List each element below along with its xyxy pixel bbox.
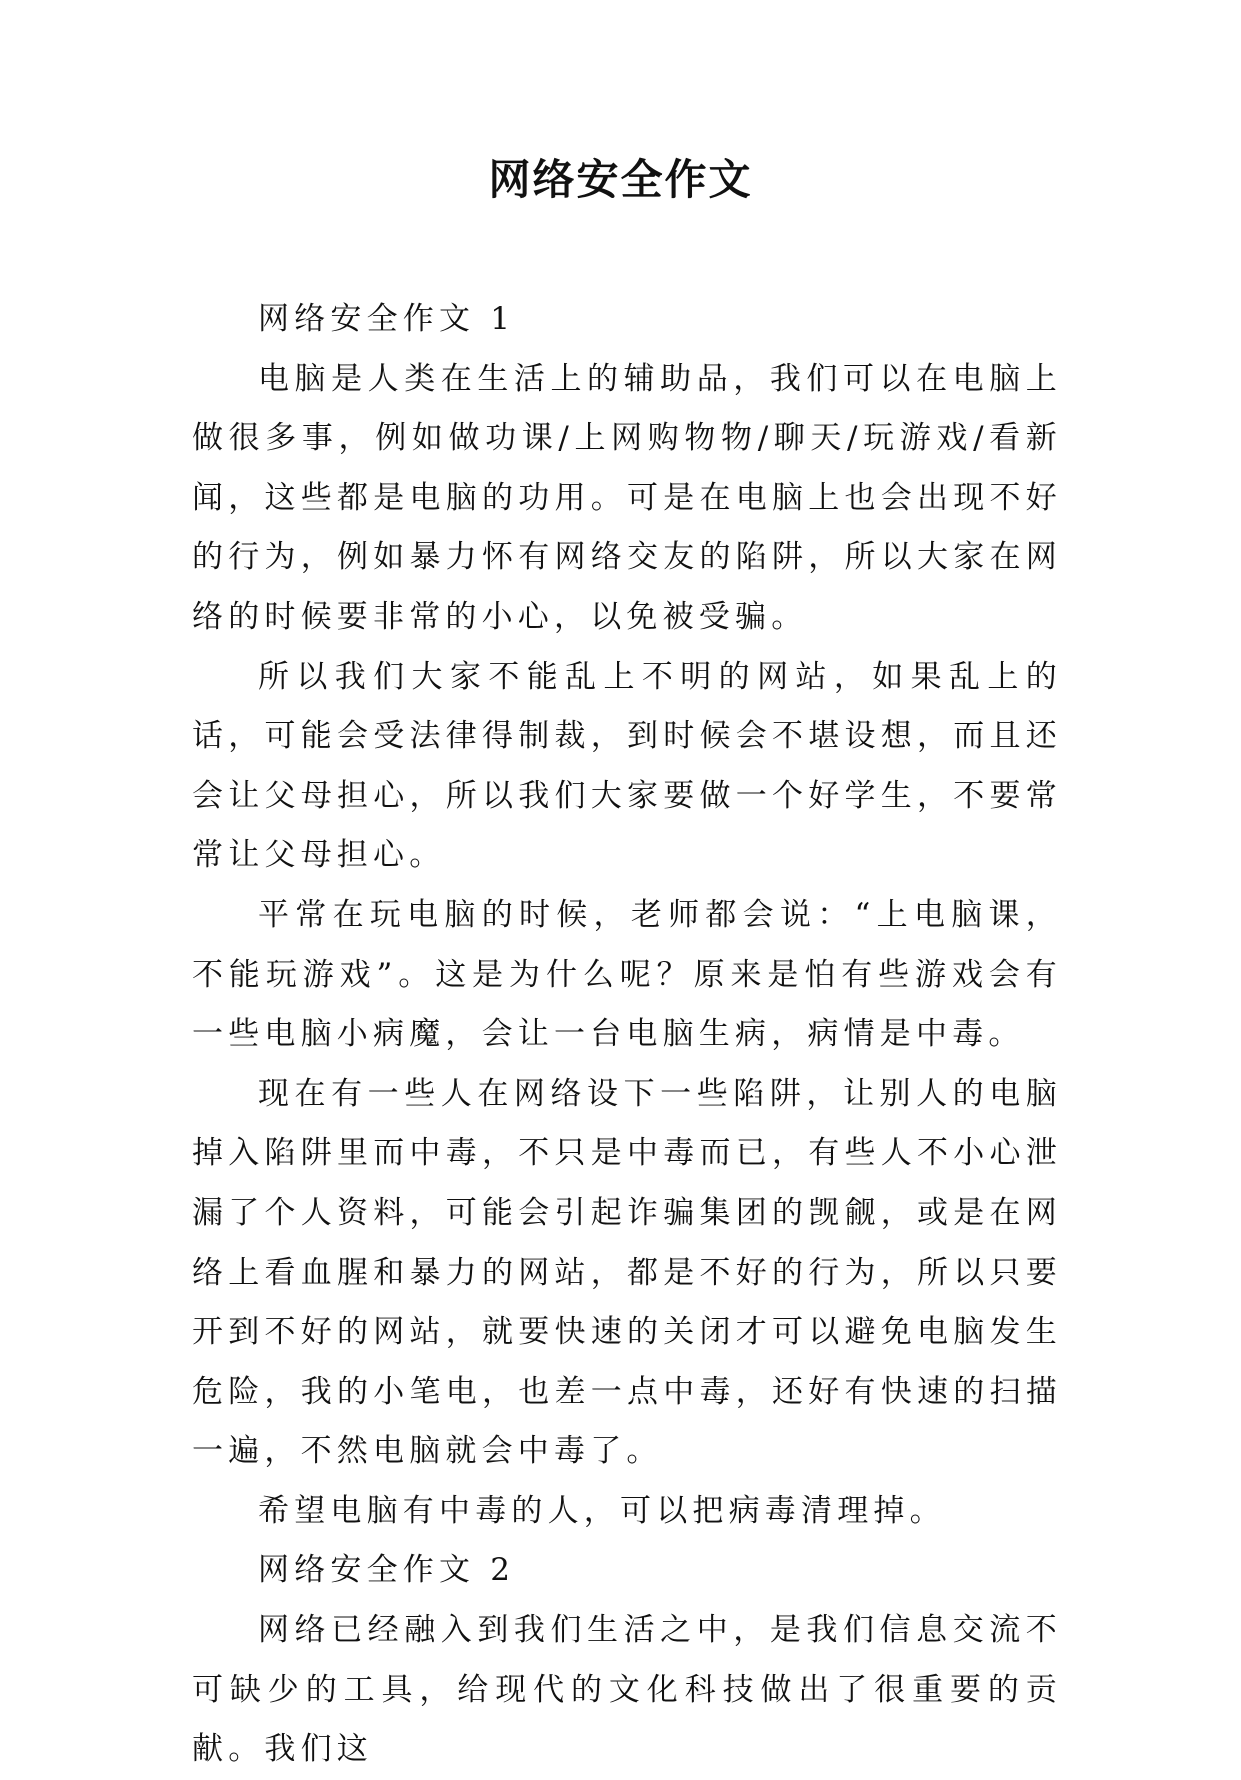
paragraph: 现在有一些人在网络设下一些陷阱，让别人的电脑掉入陷阱里而中毒，不只是中毒而已，有些人不小心泄漏了个人资料，可能会引起诈骗集团的觊觎，或是在网络上看血腥和暴力的网站，都是不好的行为，所以只要开到不好的网站，就要快速的关闭才可以避免电脑发生危险，我的小笔电，也差一点中毒，还好有快速的扫描一遍，不然电脑就会中毒了。 (192, 1075, 1062, 1470)
document-title: 网络安全作文 (488, 155, 753, 204)
paragraph: 希望电脑有中毒的人，可以把病毒清理掉。 (258, 1492, 946, 1529)
paragraph: 平常在玩电脑的时候，老师都会说：“上电脑课，不能玩游戏”。这是为什么呢？原来是怕有些游戏会有一些电脑小病魔，会让一台电脑生病，病情是中毒。 (192, 896, 1062, 1053)
section-heading-1: 网络安全作文 1 (258, 301, 516, 337)
paragraph: 电脑是人类在生活上的辅助品，我们可以在电脑上做很多事，例如做功课/上网购物物/聊天/玩游戏/看新闻，这些都是电脑的功用。可是在电脑上也会出现不好的行为，例如暴力怀有网络交友的陷阱，所以大家在网络的时候要非常的小心，以免被受骗。 (192, 360, 1062, 635)
paragraph: 网络已经融入到我们生活之中，是我们信息交流不可缺少的工具，给现代的文化科技做出了很重要的贡献。我们这 (192, 1612, 1062, 1768)
document-body (192, 290, 1062, 1780)
section-heading-2: 网络安全作文 2 (258, 1552, 516, 1589)
paragraph: 所以我们大家不能乱上不明的网站，如果乱上的话，可能会受法律得制裁，到时候会不堪设想，而且还会让父母担心，所以我们大家要做一个好学生，不要常常让父母担心。 (192, 658, 1062, 874)
